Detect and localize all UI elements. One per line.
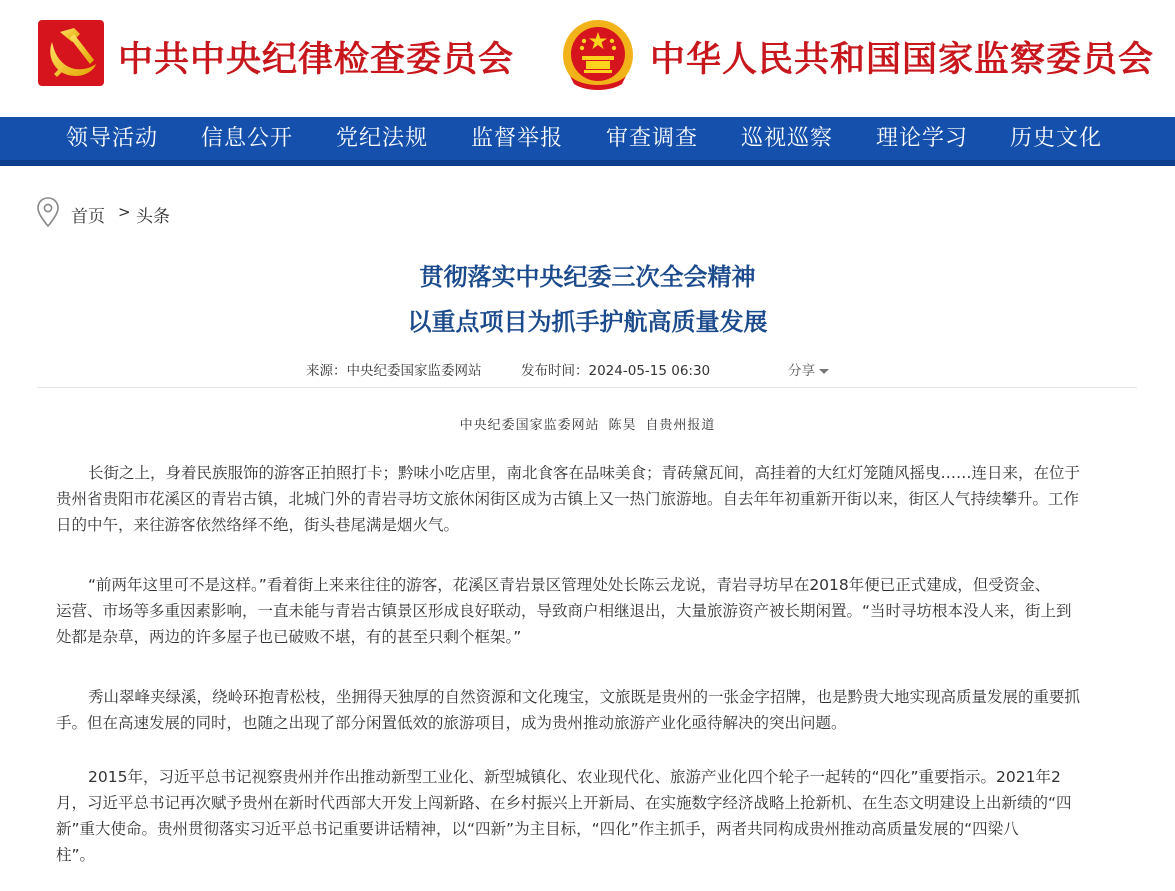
paragraph-line: 处都是杂草，两边的许多屋子也已破败不堪，有的甚至只剩个框架。” <box>56 628 522 646</box>
location-pin-icon <box>36 196 60 228</box>
breadcrumb-separator: > <box>118 203 131 221</box>
nav-item-report[interactable]: 监督举报 <box>471 126 564 151</box>
meta-divider <box>37 387 1137 388</box>
paragraph-line: 新”重大使命。贵州贯彻落实习近平总书记重要讲话精神，以“四新”为主目标，“四化”作主抓手，两者共同构成贵州推动高质量发展的“四梁八 <box>56 820 1019 838</box>
article-source: 来源：中央纪委国家监委网站 <box>306 363 482 379</box>
paragraph-line: 日的中午，来往游客依然络绎不绝，街头巷尾满是烟火气。 <box>56 516 460 534</box>
paragraph-line: 月，习近平总书记再次赋予贵州在新时代西部大开发上闯新路、在乡村振兴上开新局、在实施数字经济战略上抢新机、在生态文明建设上出新绩的“四 <box>56 794 1072 812</box>
article-paragraph <box>56 764 1116 868</box>
ccdi-org-name: 中共中央纪律检查委员会 <box>118 39 515 80</box>
paragraph-line: 柱”。 <box>56 846 96 864</box>
paragraph-line: 手。但在高速发展的同时，也随之出现了部分闲置低效的旅游项目，成为贵州推动旅游产业化亟待解决的突出问题。 <box>56 714 847 732</box>
article-publish-time: 发布时间：2024-05-15 06:30 <box>521 363 711 379</box>
article-title-line1: 贯彻落实中央纪委三次全会精神 <box>419 263 756 291</box>
nav-item-history[interactable]: 历史文化 <box>1010 126 1103 151</box>
site-header <box>0 0 1175 117</box>
paragraph-line: 贵州省贵阳市花溪区的青岩古镇，北城门外的青岩寻坊文旅休闲街区成为古镇上又一热门旅游地。自去年年初重新开街以来，街区人气持续攀升。工作 <box>56 490 1080 508</box>
paragraph-line: “前两年这里可不是这样。”看着街上来来往往的游客，花溪区青岩景区管理处处长陈云龙说，青岩寻坊早在2018年便已正式建成，但受资金、 <box>88 576 1051 594</box>
article-paragraph <box>56 684 1116 736</box>
share-label: 分享 <box>788 363 815 379</box>
nav-item-inspection[interactable]: 巡视巡察 <box>741 126 834 151</box>
national-emblem-icon <box>562 18 634 92</box>
nav-item-leadership[interactable]: 领导活动 <box>66 126 159 151</box>
nav-item-info-public[interactable]: 信息公开 <box>201 126 294 151</box>
main-nav <box>0 117 1175 166</box>
nav-item-theory[interactable]: 理论学习 <box>876 126 969 151</box>
nsc-org-name: 中华人民共和国国家监察委员会 <box>650 39 1155 80</box>
article-byline: 中央纪委国家监委网站 陈昊 自贵州报道 <box>459 418 716 433</box>
hammer-sickle-icon <box>38 20 104 86</box>
caret-down-icon <box>819 369 829 374</box>
paragraph-line: 秀山翠峰夹绿溪，绕岭环抱青松枝，坐拥得天独厚的自然资源和文化瑰宝，文旅既是贵州的一张金字招牌，也是黔贵大地实现高质量发展的重要抓 <box>88 688 1081 706</box>
article-paragraph <box>56 460 1116 538</box>
nav-item-investigation[interactable]: 审查调查 <box>606 126 699 151</box>
paragraph-line: 2015年，习近平总书记视察贵州并作出推动新型工业化、新型城镇化、农业现代化、旅游产业化四个轮子一起转的“四化”重要指示。2021年2 <box>88 768 1061 786</box>
breadcrumb-current-link[interactable]: 头条 <box>136 207 170 227</box>
paragraph-line: 长街之上，身着民族服饰的游客正拍照打卡；黔味小吃店里，南北食客在品味美食；青砖黛瓦间，高挂着的大红灯笼随风摇曳……连日来，在位于 <box>88 464 1081 482</box>
article-paragraph <box>56 572 1116 650</box>
article-title-line2: 以重点项目为抓手护航高质量发展 <box>407 308 768 336</box>
share-button[interactable] <box>788 359 829 379</box>
paragraph-line: 运营、市场等多重因素影响，一直未能与青岩古镇景区形成良好联动，导致商户相继退出，大量旅游资产被长期闲置。“当时寻坊根本没人来，街上到 <box>56 602 1072 620</box>
nav-item-regulations[interactable]: 党纪法规 <box>336 126 429 151</box>
breadcrumb-home-link[interactable]: 首页 <box>71 207 105 227</box>
